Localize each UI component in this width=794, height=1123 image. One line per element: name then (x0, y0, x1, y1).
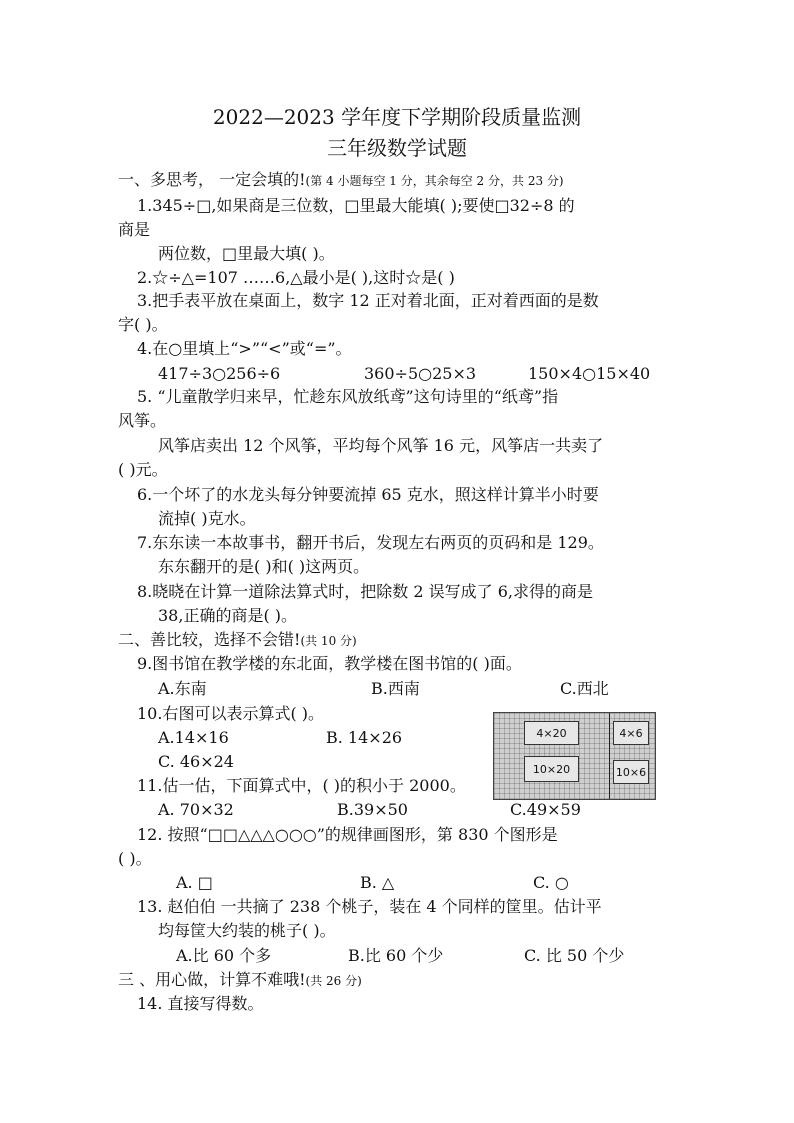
q9-option-b: B.西南 (371, 679, 420, 698)
figure-cell-10x6: 10×6 (613, 760, 649, 784)
q8-line1: 8.晓晓在计算一道除法算式时，把除数 2 误写成了 6,求得的商是 (137, 582, 593, 601)
q3-line1: 3.把手表平放在桌面上，数字 12 正对着北面，正对着西面的是数 (137, 291, 599, 310)
q4-expr2: 360÷5○25×3 (364, 364, 477, 383)
q8-line2: 38,正确的商是( )。 (158, 606, 298, 625)
q11-option-b: B.39×50 (337, 800, 408, 819)
section-3-note: (共 26 分) (305, 974, 362, 988)
q5-line1: 5. “儿童散学归来早，忙趁东风放纸鸢”这句诗里的“纸鸢”指 (137, 387, 559, 406)
q13-option-a: A.比 60 个多 (176, 946, 272, 965)
q12-option-a: A. □ (176, 873, 213, 892)
q7-line2: 东东翻开的是( )和( )这两页。 (158, 557, 370, 576)
section-3-title: 三 、用心做，计算不难哦! (118, 970, 306, 989)
q3-line2: 字( )。 (118, 315, 168, 334)
q4-line1: 4.在○里填上“>”“<”或“=”。 (137, 339, 352, 358)
figure-cell-4x20: 4×20 (524, 721, 579, 745)
q1-line3: 两位数，□里最大填( )。 (158, 244, 335, 263)
q9-stem: 9.图书馆在教学楼的东北面，教学楼在图书馆的( )面。 (137, 654, 522, 673)
q12-option-c: C. ○ (533, 873, 569, 892)
section-1-title: 一、多思考， 一定会填的! (118, 170, 306, 189)
section-2-title: 二、善比较，选择不会错! (118, 630, 301, 649)
q6-line1: 6.一个坏了的水龙头每分钟要流掉 65 克水，照这样计算半小时要 (137, 485, 599, 504)
q7-line1: 7.东东读一本故事书，翻开书后，发现左右两页的页码和是 129。 (137, 533, 604, 552)
figure-cell-10x20: 10×20 (524, 756, 579, 782)
q11-option-c: C.49×59 (510, 800, 581, 819)
q13-option-b: B.比 60 个少 (348, 946, 444, 965)
q13-line1: 13. 赵伯伯 一共摘了 238 个桃子，装在 4 个同样的筐里。估计平 (137, 897, 602, 916)
q10-option-b: B. 14×26 (326, 728, 403, 747)
q4-expr3: 150×4○15×40 (528, 364, 651, 383)
figure-cell-4x6: 4×6 (613, 721, 649, 745)
page-title: 2022—2023 学年度下学期阶段质量监测 (212, 105, 582, 129)
section-2-heading (118, 630, 357, 651)
q14-line1: 14. 直接写得数。 (137, 994, 264, 1013)
q2-line1: 2.☆÷△=107 ……6,△最小是( ),这时☆是( ) (137, 268, 455, 287)
q5-line4: ( )元。 (118, 460, 168, 479)
q10-option-c: C. 46×24 (158, 752, 234, 771)
section-3-heading (118, 970, 362, 991)
q10-option-a: A.14×16 (158, 728, 229, 747)
section-2-note: (共 10 分) (300, 634, 357, 648)
q12-line1: 12. 按照“□□△△△○○○”的规律画图形，第 830 个图形是 (137, 825, 558, 844)
q5-line2: 风筝。 (118, 411, 167, 430)
multiplication-area-figure (493, 712, 656, 800)
q9-option-c: C.西北 (560, 679, 609, 698)
q12-option-b: B. △ (360, 873, 395, 892)
q6-line2: 流掉( )克水。 (158, 509, 256, 528)
page-subtitle: 三年级数学试题 (327, 136, 467, 160)
q4-expr1: 417÷3○256÷6 (158, 364, 281, 383)
q9-option-a: A.东南 (158, 679, 207, 698)
q1-line2: 商是 (118, 220, 151, 239)
q11-stem: 11.估一估，下面算式中，( )的积小于 2000。 (137, 776, 466, 795)
q12-line2: ( )。 (118, 849, 152, 868)
section-1-heading (118, 170, 564, 191)
figure-divider (609, 713, 610, 799)
section-1-note: (第 4 小题每空 1 分，其余每空 2 分，共 23 分) (305, 174, 564, 188)
q10-stem: 10.右图可以表示算式( )。 (137, 704, 325, 723)
q11-option-a: A. 70×32 (158, 800, 234, 819)
q13-line2: 均每筐大约装的桃子( )。 (158, 921, 336, 940)
q1-line1: 1.345÷□,如果商是三位数，□里最大能填( );要使□32÷8 的 (137, 196, 575, 215)
q5-line3: 风筝店卖出 12 个风筝，平均每个风筝 16 元，风筝店一共卖了 (158, 436, 604, 455)
q13-option-c: C. 比 50 个少 (524, 946, 625, 965)
